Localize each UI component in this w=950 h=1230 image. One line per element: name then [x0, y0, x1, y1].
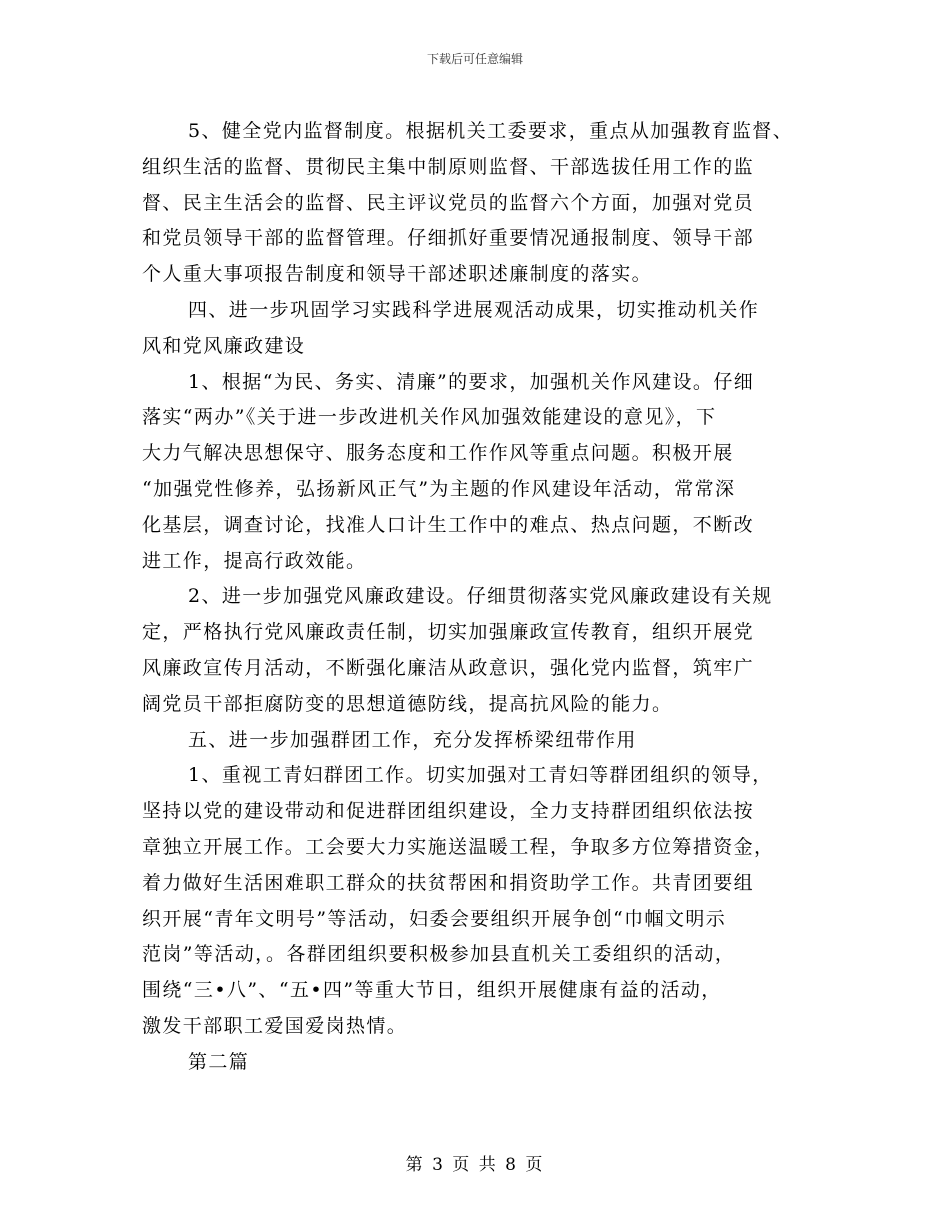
- paragraph-line: 进工作，提高行政效能。: [142, 549, 367, 572]
- paragraph-line: 着力做好生活困难职工群众的扶贫帮困和捐资助学工作。共青团要组: [142, 871, 755, 894]
- paragraph-line: 风廉政宣传月活动，不断强化廉洁从政意识，强化党内监督，筑牢广: [142, 656, 755, 679]
- paragraph-line: 围绕“三•八”、“五•四”等重大节日，组织开展健康有益的活动，: [142, 979, 722, 1002]
- section-heading-line: 风和党风廉政建设: [142, 334, 306, 357]
- paragraph-line: 章独立开展工作。工会要大力实施送温暖工程，争取多方位筹措资金，: [142, 835, 775, 858]
- paragraph-line: 化基层，调查讨论，找准人口计生工作中的难点、热点问题，不断改: [142, 513, 755, 536]
- paragraph-line: 落实“两办”《关于进一步改进机关作风加强效能建设的意见》，下: [142, 406, 717, 429]
- paragraph-line: 5、健全党内监督制度。根据机关工委要求，重点从加强教育监督、: [188, 120, 794, 142]
- paragraph-line: 1、重视工青妇群团工作。切实加强对工青妇等群团组织的领导，: [188, 764, 773, 787]
- paragraph-line: 1、根据“为民、务实、清廉”的要求，加强机关作风建设。仔细: [188, 370, 755, 393]
- document-body: [142, 114, 827, 1081]
- page-number-footer: 第 3 页 共 8 页: [405, 1155, 545, 1175]
- paragraph-line: 和党员领导干部的监督管理。仔细抓好重要情况通报制度、领导干部: [142, 227, 755, 250]
- paragraph-line: 激发干部职工爱国爱岗热情。: [142, 1014, 408, 1037]
- paragraph-line: “加强党性修养，弘扬新风正气”为主题的作风建设年活动，常常深: [142, 477, 736, 500]
- paragraph-line: 定，严格执行党风廉政责任制，切实加强廉政宣传教育，组织开展党: [142, 621, 755, 644]
- paragraph-line: 阔党员干部拒腐防变的思想道德防线，提高抗风险的能力。: [142, 692, 673, 715]
- paragraph-line: 大力气解决思想保守、服务态度和工作作风等重点问题。积极开展: [142, 442, 734, 465]
- paragraph-line: 织开展“青年文明号”等活动，妇委会要组织开展争创“巾帼文明示: [142, 907, 727, 930]
- paragraph-line: 范岗”等活动，。各群团组织要积极参加县直机关工委组织的活动，: [142, 943, 736, 966]
- paragraph-line: 坚持以党的建设带动和促进群团组织建设，全力支持群团组织依法按: [142, 800, 755, 823]
- chapter-label: 第二篇: [188, 1050, 250, 1073]
- paragraph-line: 督、民主生活会的监督、民主评议党员的监督六个方面，加强对党员: [142, 191, 755, 214]
- page-header: 下载后可任意编辑: [426, 52, 523, 66]
- paragraph-line: 2、进一步加强党风廉政建设。仔细贯彻落实党风廉政建设有关规: [188, 585, 773, 608]
- section-heading-line: 五、进一步加强群团工作，充分发挥桥梁纽带作用: [188, 728, 637, 751]
- paragraph-line: 组织生活的监督、贯彻民主集中制原则监督、干部选拔任用工作的监: [142, 155, 755, 178]
- paragraph-line: 个人重大事项报告制度和领导干部述职述廉制度的落实。: [142, 263, 653, 286]
- section-heading-line: 四、进一步巩固学习实践科学进展观活动成果，切实推动机关作: [188, 298, 760, 321]
